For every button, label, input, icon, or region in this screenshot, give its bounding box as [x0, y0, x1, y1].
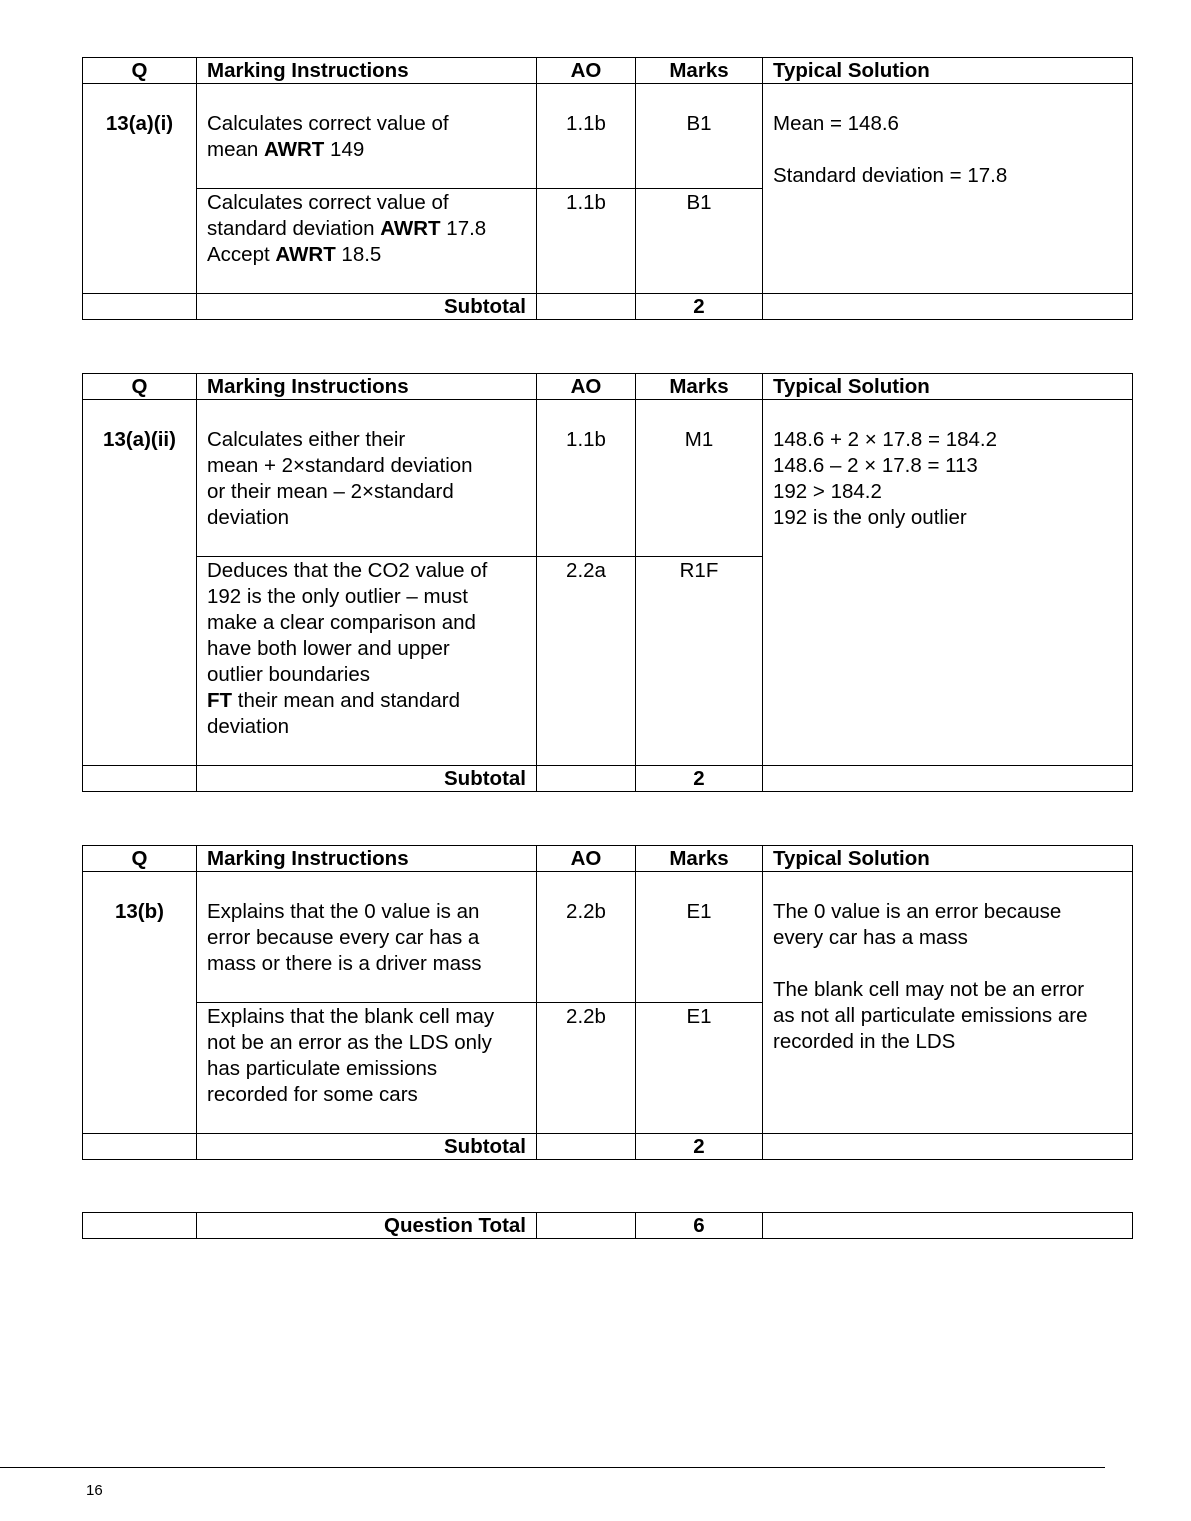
instruction-line: Explains that the blank cell may [207, 1005, 495, 1028]
instruction-line [207, 216, 526, 242]
header-marks: Marks [636, 374, 763, 400]
typical-solution [763, 84, 1133, 294]
mark-value: M1 [636, 400, 763, 557]
header-row [83, 374, 1133, 400]
text-run: 17.8 [440, 217, 487, 240]
header-typical-solution: Typical Solution [763, 58, 1133, 84]
instruction-line: make a clear comparison and [207, 611, 476, 634]
bold-text-run: AWRT [263, 138, 325, 161]
bold-text-run: AWRT [275, 243, 336, 266]
instruction-line [207, 242, 526, 268]
empty-cell [83, 766, 197, 792]
marking-table-13aii [82, 373, 1133, 792]
instruction-line: have both lower and upper [207, 637, 450, 660]
instruction-line: error because every car has a [207, 926, 480, 949]
text-run: standard deviation [207, 217, 381, 240]
ao-value: 2.2b [537, 1003, 636, 1134]
subtotal-label: Subtotal [197, 766, 537, 792]
subtotal-value: 2 [636, 294, 763, 320]
header-ao: AO [537, 58, 636, 84]
subtotal-row [83, 294, 1133, 320]
marking-instruction [197, 557, 537, 766]
subtotal-row [83, 1134, 1133, 1160]
subtotal-row [83, 766, 1133, 792]
instruction-line [207, 137, 526, 163]
instruction-line: Calculates either their [207, 428, 406, 451]
solution-line: every car has a mass [773, 926, 968, 949]
solution-line: Mean = 148.6 [773, 112, 899, 135]
header-ao: AO [537, 846, 636, 872]
empty-cell [763, 294, 1133, 320]
table-row [83, 84, 1133, 189]
ao-value: 1.1b [537, 189, 636, 294]
footer-divider [0, 1467, 1105, 1468]
marking-instruction [197, 1003, 537, 1134]
instruction-line: Calculates correct value of [207, 191, 449, 214]
empty-cell [537, 294, 636, 320]
solution-line: 148.6 – 2 × 17.8 = 113 [773, 454, 978, 477]
solution-line: as not all particulate emissions are [773, 1004, 1088, 1027]
subtotal-label: Subtotal [197, 1134, 537, 1160]
empty-cell [537, 1213, 636, 1239]
table-row [83, 400, 1133, 557]
question-total-label: Question Total [197, 1213, 537, 1239]
header-row [83, 58, 1133, 84]
instruction-line: or their mean – 2×standard [207, 480, 454, 503]
empty-cell [83, 1134, 197, 1160]
instruction-line: Deduces that the CO2 value of [207, 559, 488, 582]
marking-table-13b [82, 845, 1133, 1160]
text-run: 149 [324, 138, 365, 161]
instruction-line: mass or there is a driver mass [207, 952, 482, 975]
instruction-line: deviation [207, 506, 290, 529]
bold-text-run: AWRT [380, 217, 441, 240]
header-marking-instructions: Marking Instructions [197, 846, 537, 872]
instruction-line: 192 is the only outlier – must [207, 585, 468, 608]
marking-table-13ai [82, 57, 1133, 320]
ao-value: 1.1b [537, 84, 636, 189]
ao-value: 2.2a [537, 557, 636, 766]
header-typical-solution: Typical Solution [763, 374, 1133, 400]
header-ao: AO [537, 374, 636, 400]
text-run: mean [207, 138, 264, 161]
header-marks: Marks [636, 846, 763, 872]
text-run: 18.5 [335, 243, 382, 266]
header-marking-instructions: Marking Instructions [197, 58, 537, 84]
subtotal-label: Subtotal [197, 294, 537, 320]
instruction-line: mean + 2×standard deviation [207, 454, 473, 477]
subtotal-value: 2 [636, 766, 763, 792]
empty-cell [763, 766, 1133, 792]
header-row [83, 846, 1133, 872]
question-total-row [83, 1213, 1133, 1239]
header-q: Q [83, 374, 197, 400]
header-marks: Marks [636, 58, 763, 84]
instruction-line: Explains that the 0 value is an [207, 900, 480, 923]
instruction-line: not be an error as the LDS only [207, 1031, 492, 1054]
empty-cell [537, 766, 636, 792]
instruction-line: deviation [207, 715, 290, 738]
solution-line: 148.6 + 2 × 17.8 = 184.2 [773, 428, 997, 451]
marking-instruction [197, 84, 537, 189]
ao-value: 2.2b [537, 872, 636, 1003]
empty-cell [537, 1134, 636, 1160]
solution-line: recorded in the LDS [773, 1030, 956, 1053]
solution-line: 192 is the only outlier [773, 506, 967, 529]
marking-instruction [197, 872, 537, 1003]
header-q: Q [83, 846, 197, 872]
mark-value: B1 [636, 189, 763, 294]
header-marking-instructions: Marking Instructions [197, 374, 537, 400]
mark-value: R1F [636, 557, 763, 766]
instruction-line: has particulate emissions [207, 1057, 438, 1080]
solution-line: Standard deviation = 17.8 [773, 164, 1008, 187]
empty-cell [763, 1213, 1133, 1239]
text-run: Accept [207, 243, 276, 266]
table-row [83, 872, 1133, 1003]
instruction-line [207, 688, 526, 714]
question-number: 13(a)(ii) [83, 400, 197, 766]
solution-line: The blank cell may not be an error [773, 978, 1085, 1001]
bold-text-run: FT [207, 689, 233, 712]
typical-solution [763, 400, 1133, 766]
solution-line: 192 > 184.2 [773, 480, 882, 503]
empty-cell [83, 1213, 197, 1239]
ao-value: 1.1b [537, 400, 636, 557]
header-typical-solution: Typical Solution [763, 846, 1133, 872]
mark-value: E1 [636, 1003, 763, 1134]
solution-line: The 0 value is an error because [773, 900, 1062, 923]
instruction-line: outlier boundaries [207, 663, 370, 686]
mark-value: B1 [636, 84, 763, 189]
marking-instruction [197, 189, 537, 294]
instruction-line: Calculates correct value of [207, 112, 449, 135]
subtotal-value: 2 [636, 1134, 763, 1160]
page-number: 16 [86, 1482, 103, 1499]
header-q: Q [83, 58, 197, 84]
typical-solution [763, 872, 1133, 1134]
empty-cell [763, 1134, 1133, 1160]
question-number: 13(b) [83, 872, 197, 1134]
empty-cell [83, 294, 197, 320]
question-total-table [82, 1212, 1133, 1239]
marking-instruction [197, 400, 537, 557]
question-number: 13(a)(i) [83, 84, 197, 294]
mark-value: E1 [636, 872, 763, 1003]
text-run: their mean and standard [232, 689, 460, 712]
question-total-value: 6 [636, 1213, 763, 1239]
instruction-line: recorded for some cars [207, 1083, 418, 1106]
